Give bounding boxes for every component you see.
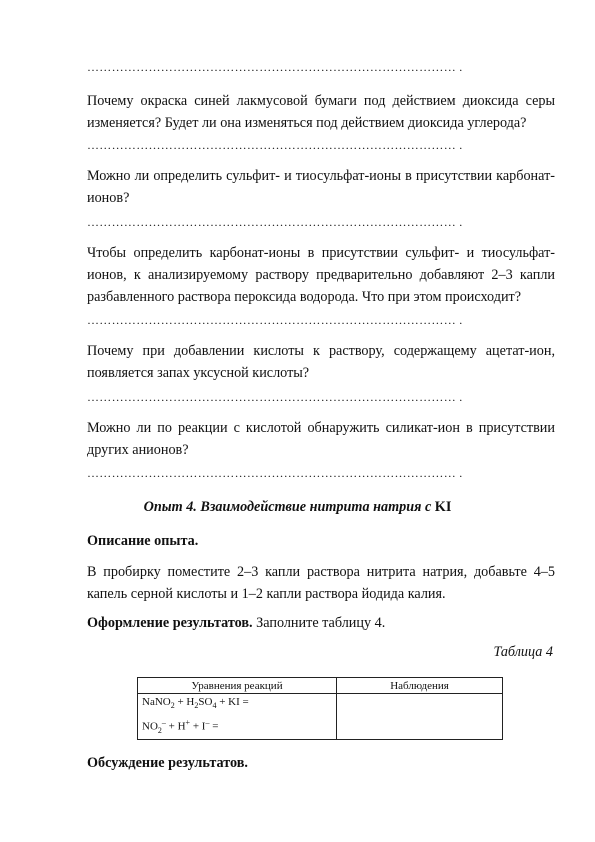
table-caption: Таблица 4 xyxy=(493,644,553,660)
description-heading: Описание опыта. xyxy=(87,533,199,549)
table-header-row xyxy=(138,678,503,694)
answer-line: ……………………………………………………………………………… . xyxy=(87,313,463,327)
reaction-equation-ionic: $NO_2^- + H^+ + I^-$ = xyxy=(142,718,219,736)
results-instruction: Заполните таблицу 4. xyxy=(252,615,386,631)
results-table xyxy=(137,677,503,740)
equations-cell xyxy=(138,694,337,740)
observations-cell[interactable] xyxy=(337,694,503,740)
experiment-title-text: Опыт 4. Взаимодействие нитрита натрия с xyxy=(143,499,435,515)
question-carbonate-peroxide: Чтобы определить карбонат-ионы в присутствии сульфит- и тиосульфат-ионов, к анализируемому раствору предварительно добавляют 2–3 капли разбавленного раствора пероксида водорода. Что при этом происходит? xyxy=(87,245,555,305)
results-heading: Оформление результатов. xyxy=(87,615,253,631)
column-header-observations: Наблюдения xyxy=(337,678,503,694)
experiment-reagent: KI xyxy=(434,499,452,515)
discussion-heading: Обсуждение результатов. xyxy=(87,755,248,771)
results-paragraph xyxy=(87,612,555,634)
answer-line: ……………………………………………………………………………… . xyxy=(87,390,463,404)
answer-line: ……………………………………………………………………………… . xyxy=(87,60,463,74)
description-text: В пробирку поместите 2–3 капли раствора нитрита натрия, добавьте 4–5 капель серной кислоты и 1–2 капли раствора йодида калия. xyxy=(87,564,555,602)
question-litmus-sulfur-dioxide: Почему окраска синей лакмусовой бумаги под действием диоксида серы изменяется? Будет ли она изменяться под действием диоксида углерода? xyxy=(87,93,555,131)
reaction-equation-molecular: NaNO$_2$ + $H_2SO_4$ + KI = xyxy=(142,696,249,711)
answer-line: ……………………………………………………………………………… . xyxy=(87,466,463,480)
column-header-equations: Уравнения реакций xyxy=(138,678,337,694)
table-row xyxy=(138,694,503,740)
question-silicate: Можно ли по реакции с кислотой обнаружить силикат-ион в присутствии других анионов? xyxy=(87,420,555,458)
question-acetate: Почему при добавлении кислоты к раствору, содержащему ацетат-ион, появляется запах уксусной кислоты? xyxy=(87,343,555,381)
experiment-title xyxy=(0,499,595,516)
question-sulfite-thiosulfate: Можно ли определить сульфит- и тиосульфат-ионы в присутствии карбонат-ионов? xyxy=(87,168,555,206)
answer-line: ……………………………………………………………………………… . xyxy=(87,138,463,152)
answer-line: ……………………………………………………………………………… . xyxy=(87,215,463,229)
